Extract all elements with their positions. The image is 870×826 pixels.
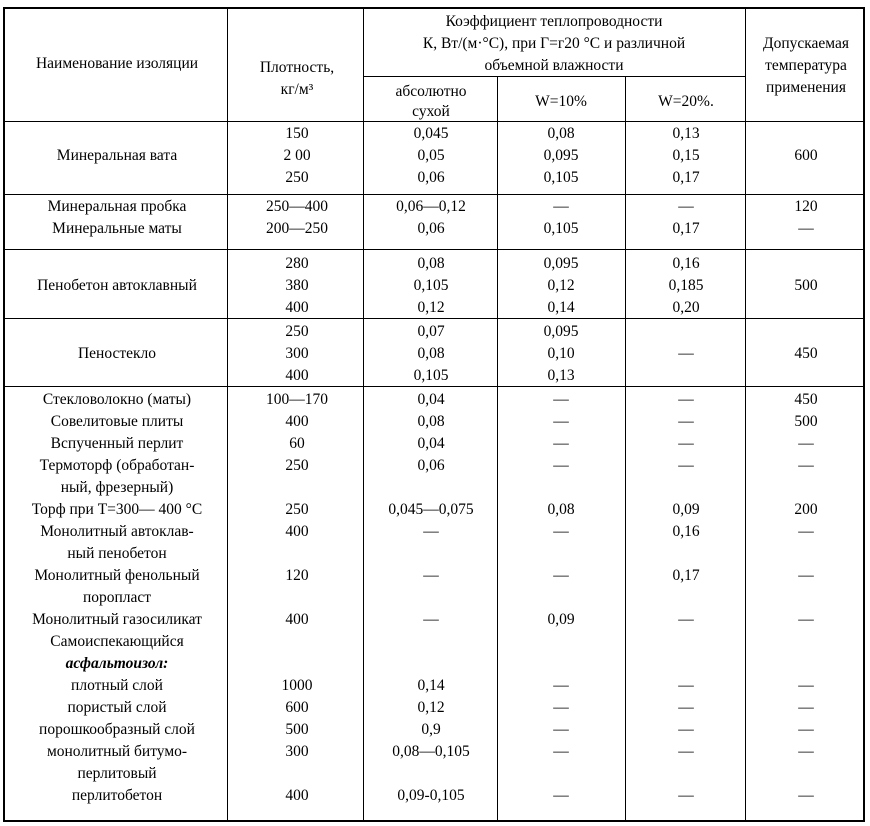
row-name: Монолитный автоклав-	[40, 523, 194, 540]
cell-w10: —	[553, 743, 569, 760]
cell-w20: 0,16	[672, 523, 700, 540]
cell-dry: 0,09-0,105	[397, 787, 465, 804]
cell-d: 380	[285, 277, 309, 294]
cell-w10: —	[553, 523, 569, 540]
cell-w10: —	[553, 787, 569, 804]
cell-t: —	[798, 743, 814, 760]
cell-w10: 0,095	[543, 323, 579, 340]
group-divider	[5, 386, 863, 387]
cell-dry: 0,14	[417, 677, 445, 694]
cell-dry: 0,08—0,105	[392, 743, 470, 760]
group-divider	[5, 318, 863, 319]
cell-w20: —	[678, 611, 694, 628]
cell-t: —	[798, 567, 814, 584]
cell-temperature: 500	[794, 277, 818, 294]
row-name: перлитовый	[77, 765, 157, 782]
cell-w10: —	[553, 391, 569, 408]
cell-w20: —	[678, 345, 694, 362]
cell-w10: 0,095	[543, 147, 579, 164]
header-coefficient: Коэффициент теплопроводности	[445, 13, 663, 30]
cell-w20: —	[678, 413, 694, 430]
cell-w20: —	[678, 787, 694, 804]
header-coefficient: объемной влажности	[484, 57, 624, 74]
cell-w10: —	[553, 435, 569, 452]
cell-d: 300	[285, 743, 309, 760]
cell-t: —	[798, 787, 814, 804]
row-name: Стекловолокно (маты)	[42, 391, 192, 408]
cell-d: 400	[285, 413, 309, 430]
header-coefficient: К, Вт/(м·°С), при Г=г20 °С и различной	[422, 35, 686, 52]
cell-w10: 0,09	[547, 611, 575, 628]
col-divider	[625, 77, 626, 820]
group-divider	[5, 249, 863, 250]
cell-dry: 0,04	[417, 391, 445, 408]
col-divider	[497, 77, 498, 820]
cell-w20: 0,09	[672, 501, 700, 518]
cell-w20: 0,185	[668, 277, 704, 294]
cell-d: 280	[285, 255, 309, 272]
cell-w10: —	[553, 198, 569, 215]
cell-d: 400	[285, 367, 309, 384]
cell-d: 60	[289, 435, 305, 452]
header-w10: W=10%	[535, 93, 587, 110]
row-name: ный пенобетон	[67, 545, 167, 562]
cell-w10: 0,13	[547, 367, 575, 384]
cell-dry: 0,045	[413, 125, 449, 142]
cell-w20: —	[678, 457, 694, 474]
header-temperature: применения	[766, 79, 846, 96]
row-name: Самоиспекающийся	[50, 633, 184, 650]
cell-t: —	[798, 457, 814, 474]
cell-w20: —	[678, 699, 694, 716]
row-name: Пенобетон автоклавный	[37, 277, 197, 294]
cell-w10: —	[553, 457, 569, 474]
header-density-unit: кг/м³	[280, 81, 314, 98]
row-name: пористый слой	[67, 699, 167, 716]
cell-dry: —	[423, 611, 439, 628]
header-w20: W=20%.	[658, 93, 714, 110]
cell-d: 250	[285, 323, 309, 340]
cell-dry: 0,04	[417, 435, 445, 452]
row-name: Минеральные маты	[52, 220, 182, 237]
cell-temperature: 120	[794, 198, 818, 215]
row-name: поропласт	[82, 589, 152, 606]
cell-t: —	[798, 611, 814, 628]
cell-d: 250—400	[266, 198, 328, 215]
cell-dry: 0,105	[413, 367, 449, 384]
cell-dry: 0,08	[417, 345, 445, 362]
cell-w20: —	[678, 198, 694, 215]
group-divider	[5, 194, 863, 195]
row-name: плотный слой	[71, 677, 163, 694]
row-name: Минеральная пробка	[47, 198, 187, 215]
row-name: порошкообразный слой	[39, 721, 195, 738]
cell-temperature: —	[798, 220, 814, 237]
row-name: Вспученный перлит	[50, 435, 184, 452]
cell-w20: —	[678, 721, 694, 738]
cell-t: 450	[794, 391, 818, 408]
cell-d: 250	[285, 501, 309, 518]
row-name: Торф при Т=300— 400 °С	[31, 501, 203, 518]
col-divider	[745, 9, 746, 820]
cell-w10: —	[553, 677, 569, 694]
header-dry: абсолютно	[395, 83, 467, 100]
cell-w10: 0,08	[547, 125, 575, 142]
cell-w10: 0,12	[547, 277, 575, 294]
cell-w10: 0,08	[547, 501, 575, 518]
row-name: асфальтоизол:	[65, 655, 169, 672]
cell-t: —	[798, 523, 814, 540]
cell-dry: 0,12	[417, 299, 445, 316]
cell-w10: 0,14	[547, 299, 575, 316]
row-name: Пеностекло	[77, 345, 157, 362]
cell-t: 500	[794, 413, 818, 430]
cell-d: 250	[285, 169, 309, 186]
col-divider	[363, 9, 364, 820]
cell-w20: —	[678, 677, 694, 694]
cell-dry: 0,08	[417, 255, 445, 272]
header-name: Наименование изоляции	[35, 55, 199, 72]
col-divider	[227, 9, 228, 820]
cell-d: 100—170	[266, 391, 328, 408]
cell-t: —	[798, 677, 814, 694]
cell-d: 400	[285, 299, 309, 316]
cell-w20: 0,17	[672, 567, 700, 584]
cell-d: 600	[285, 699, 309, 716]
cell-w20: 0,20	[672, 299, 700, 316]
row-name: Совелитовые плиты	[50, 413, 184, 430]
cell-t: —	[798, 721, 814, 738]
row-name: ный, фрезерный)	[60, 479, 174, 496]
cell-dry: 0,06	[417, 457, 445, 474]
cell-d: 200—250	[266, 220, 328, 237]
cell-dry: 0,06	[417, 220, 445, 237]
insulation-table	[3, 7, 865, 822]
header-dry: сухой	[412, 103, 450, 120]
cell-w20: 0,16	[672, 255, 700, 272]
cell-d: 150	[285, 125, 309, 142]
cell-temperature: 450	[794, 345, 818, 362]
cell-t: 200	[794, 501, 818, 518]
cell-dry: —	[423, 567, 439, 584]
row-name: Монолитный фенольный	[34, 567, 200, 584]
row-name: Термоторф (обработан-	[39, 457, 195, 474]
cell-w10: 0,10	[547, 345, 575, 362]
cell-w20: —	[678, 391, 694, 408]
cell-w10: 0,105	[543, 220, 579, 237]
cell-dry: 0,105	[413, 277, 449, 294]
cell-dry: 0,05	[417, 147, 445, 164]
cell-temperature: 600	[794, 147, 818, 164]
cell-t: —	[798, 699, 814, 716]
cell-dry: 0,12	[417, 699, 445, 716]
cell-t: —	[798, 435, 814, 452]
cell-w10: 0,095	[543, 255, 579, 272]
cell-w10: —	[553, 699, 569, 716]
cell-dry: 0,06	[417, 169, 445, 186]
row-name: Минеральная вата	[56, 147, 178, 164]
cell-w20: 0,17	[672, 169, 700, 186]
cell-d: 400	[285, 611, 309, 628]
cell-d: 250	[285, 457, 309, 474]
cell-w20: 0,17	[672, 220, 700, 237]
cell-dry: 0,08	[417, 413, 445, 430]
cell-dry: 0,06—0,12	[396, 198, 466, 215]
cell-w20: 0,15	[672, 147, 700, 164]
cell-w20: —	[678, 435, 694, 452]
cell-d: 400	[285, 787, 309, 804]
header-temperature: температура	[765, 57, 847, 74]
cell-w10: —	[553, 721, 569, 738]
cell-w10: 0,105	[543, 169, 579, 186]
cell-d: 1000	[281, 677, 313, 694]
cell-dry: 0,07	[417, 323, 445, 340]
cell-d: 300	[285, 345, 309, 362]
row-name: монолитный битумо-	[46, 743, 188, 760]
cell-d: 500	[285, 721, 309, 738]
cell-dry: 0,9	[421, 721, 441, 738]
cell-dry: —	[423, 523, 439, 540]
cell-w20: —	[678, 743, 694, 760]
cell-w10: —	[553, 413, 569, 430]
header-density: Плотность,	[259, 59, 335, 76]
header-temperature: Допускаемая	[762, 35, 850, 52]
cell-d: 120	[285, 567, 309, 584]
cell-d: 2 00	[283, 147, 311, 164]
row-name: Монолитный газосиликат	[32, 611, 202, 628]
cell-w20: 0,13	[672, 125, 700, 142]
cell-d: 400	[285, 523, 309, 540]
row-name: перлитобетон	[71, 787, 163, 804]
cell-w10: —	[553, 567, 569, 584]
cell-dry: 0,045—0,075	[388, 501, 474, 518]
